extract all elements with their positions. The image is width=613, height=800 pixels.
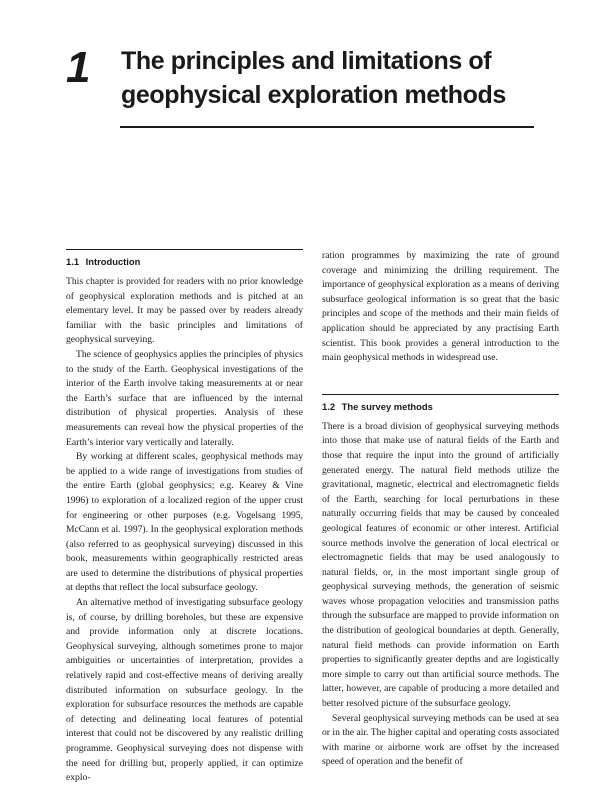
- section-number: 1.2: [322, 400, 336, 412]
- section-heading-survey-methods: [322, 394, 559, 414]
- paragraph-continued: ration programmes by maximizing the rate of ground coverage and minimizing the drilling requirement. The importance of geophysical exploration as a means of deriving subsurface geological information is so great that the basic principles and scope of the methods and their main fields of application should be appreciated by any practising Earth scientist. This book provides a general introduction to the main geophysical methods in widespread use.: [322, 250, 559, 364]
- left-column: [66, 249, 303, 786]
- paragraph: There is a broad division of geophysical surveying methods into those that make use of natural fields of the Earth and those that require the input into the ground of artificially generated energy. The natural field methods utilize the gravitational, magnetic, electrical and electromagnetic fields of the Earth, searching for local perturbations in these naturally occurring fields that may be caused by concealed geological features of economic or other interest. Artificial source methods involve the generation of local electrical or electromagnetic fields that may be used analogously to natural fields, or, in the most important single group of geophysical surveying methods, the generation of seismic waves whose propagation velocities and transmission paths through the subsurface are mapped to provide information on the distribution of geological boundaries at depth. Generally, natural field methods can provide information on Earth properties to significantly greater depths and are logistically more simple to carry out than artificial source methods. The latter, however, are capable of producing a more detailed and better resolved picture of the subsurface geology.: [322, 420, 559, 710]
- title-rule: [120, 126, 534, 128]
- chapter-title-line-1: The principles and limitations of: [121, 47, 492, 75]
- paragraph: The science of geophysics applies the principles of physics to the study of the Earth. Geophysical investigations of the interior of the Earth involve taking measurements at or near the Earth’s surface that are influenced by the internal distribution of physical properties. Analysis of these measurements can reveal how the physical properties of the Earth’s interior vary vertically and laterally.: [66, 348, 303, 448]
- chapter-title: [121, 44, 561, 112]
- right-column: [322, 249, 559, 770]
- chapter-title-line-2: geophysical exploration methods: [121, 81, 506, 109]
- section-title: Introduction: [85, 256, 141, 267]
- paragraph: Several geophysical surveying methods can be used at sea or in the air. The higher capital and operating costs associated with marine or airborne work are offset by the increased speed of operation and the benefit of: [322, 712, 559, 768]
- chapter-number: 1: [66, 43, 91, 92]
- section-number: 1.1: [66, 256, 80, 267]
- section-heading-introduction: [66, 249, 303, 269]
- paragraph: An alternative method of investigating subsurface geology is, of course, by drilling boreholes, but these are expensive and provide information only at discrete locations. Geophysical surveying, although sometimes prone to major ambiguities or uncertainties of interpretation, provides a relatively rapid and cost-effective means of deriving areally distributed information on subsurface geology. In the exploration for subsurface resources the methods are capable of detecting and delineating local features of potential interest that could not be discovered by any realistic drilling programme. Geophysical surveying does not dispense with the need for drilling but, properly applied, it can optimize explo-: [66, 597, 303, 784]
- paragraph: By working at different scales, geophysical methods may be applied to a wide range of investigations from studies of the entire Earth (global geophysics; e.g. Kearey & Vine 1996) to exploration of a localized region of the upper crust for engineering or other purposes (e.g. Vogelsang 1995, McCann et al. 1997). In the geophysical exploration methods (also referred to as geophysical surveying) discussed in this book, measurements within geographically restricted areas are used to determine the distributions of physical properties at depths that reflect the local subsurface geology.: [66, 451, 303, 594]
- paragraph: This chapter is provided for readers with no prior knowledge of geophysical exploration methods and is pitched at an elementary level. It may be passed over by readers already familiar with the basic principles and limitations of geophysical surveying.: [66, 276, 303, 346]
- section-title: The survey methods: [341, 400, 433, 412]
